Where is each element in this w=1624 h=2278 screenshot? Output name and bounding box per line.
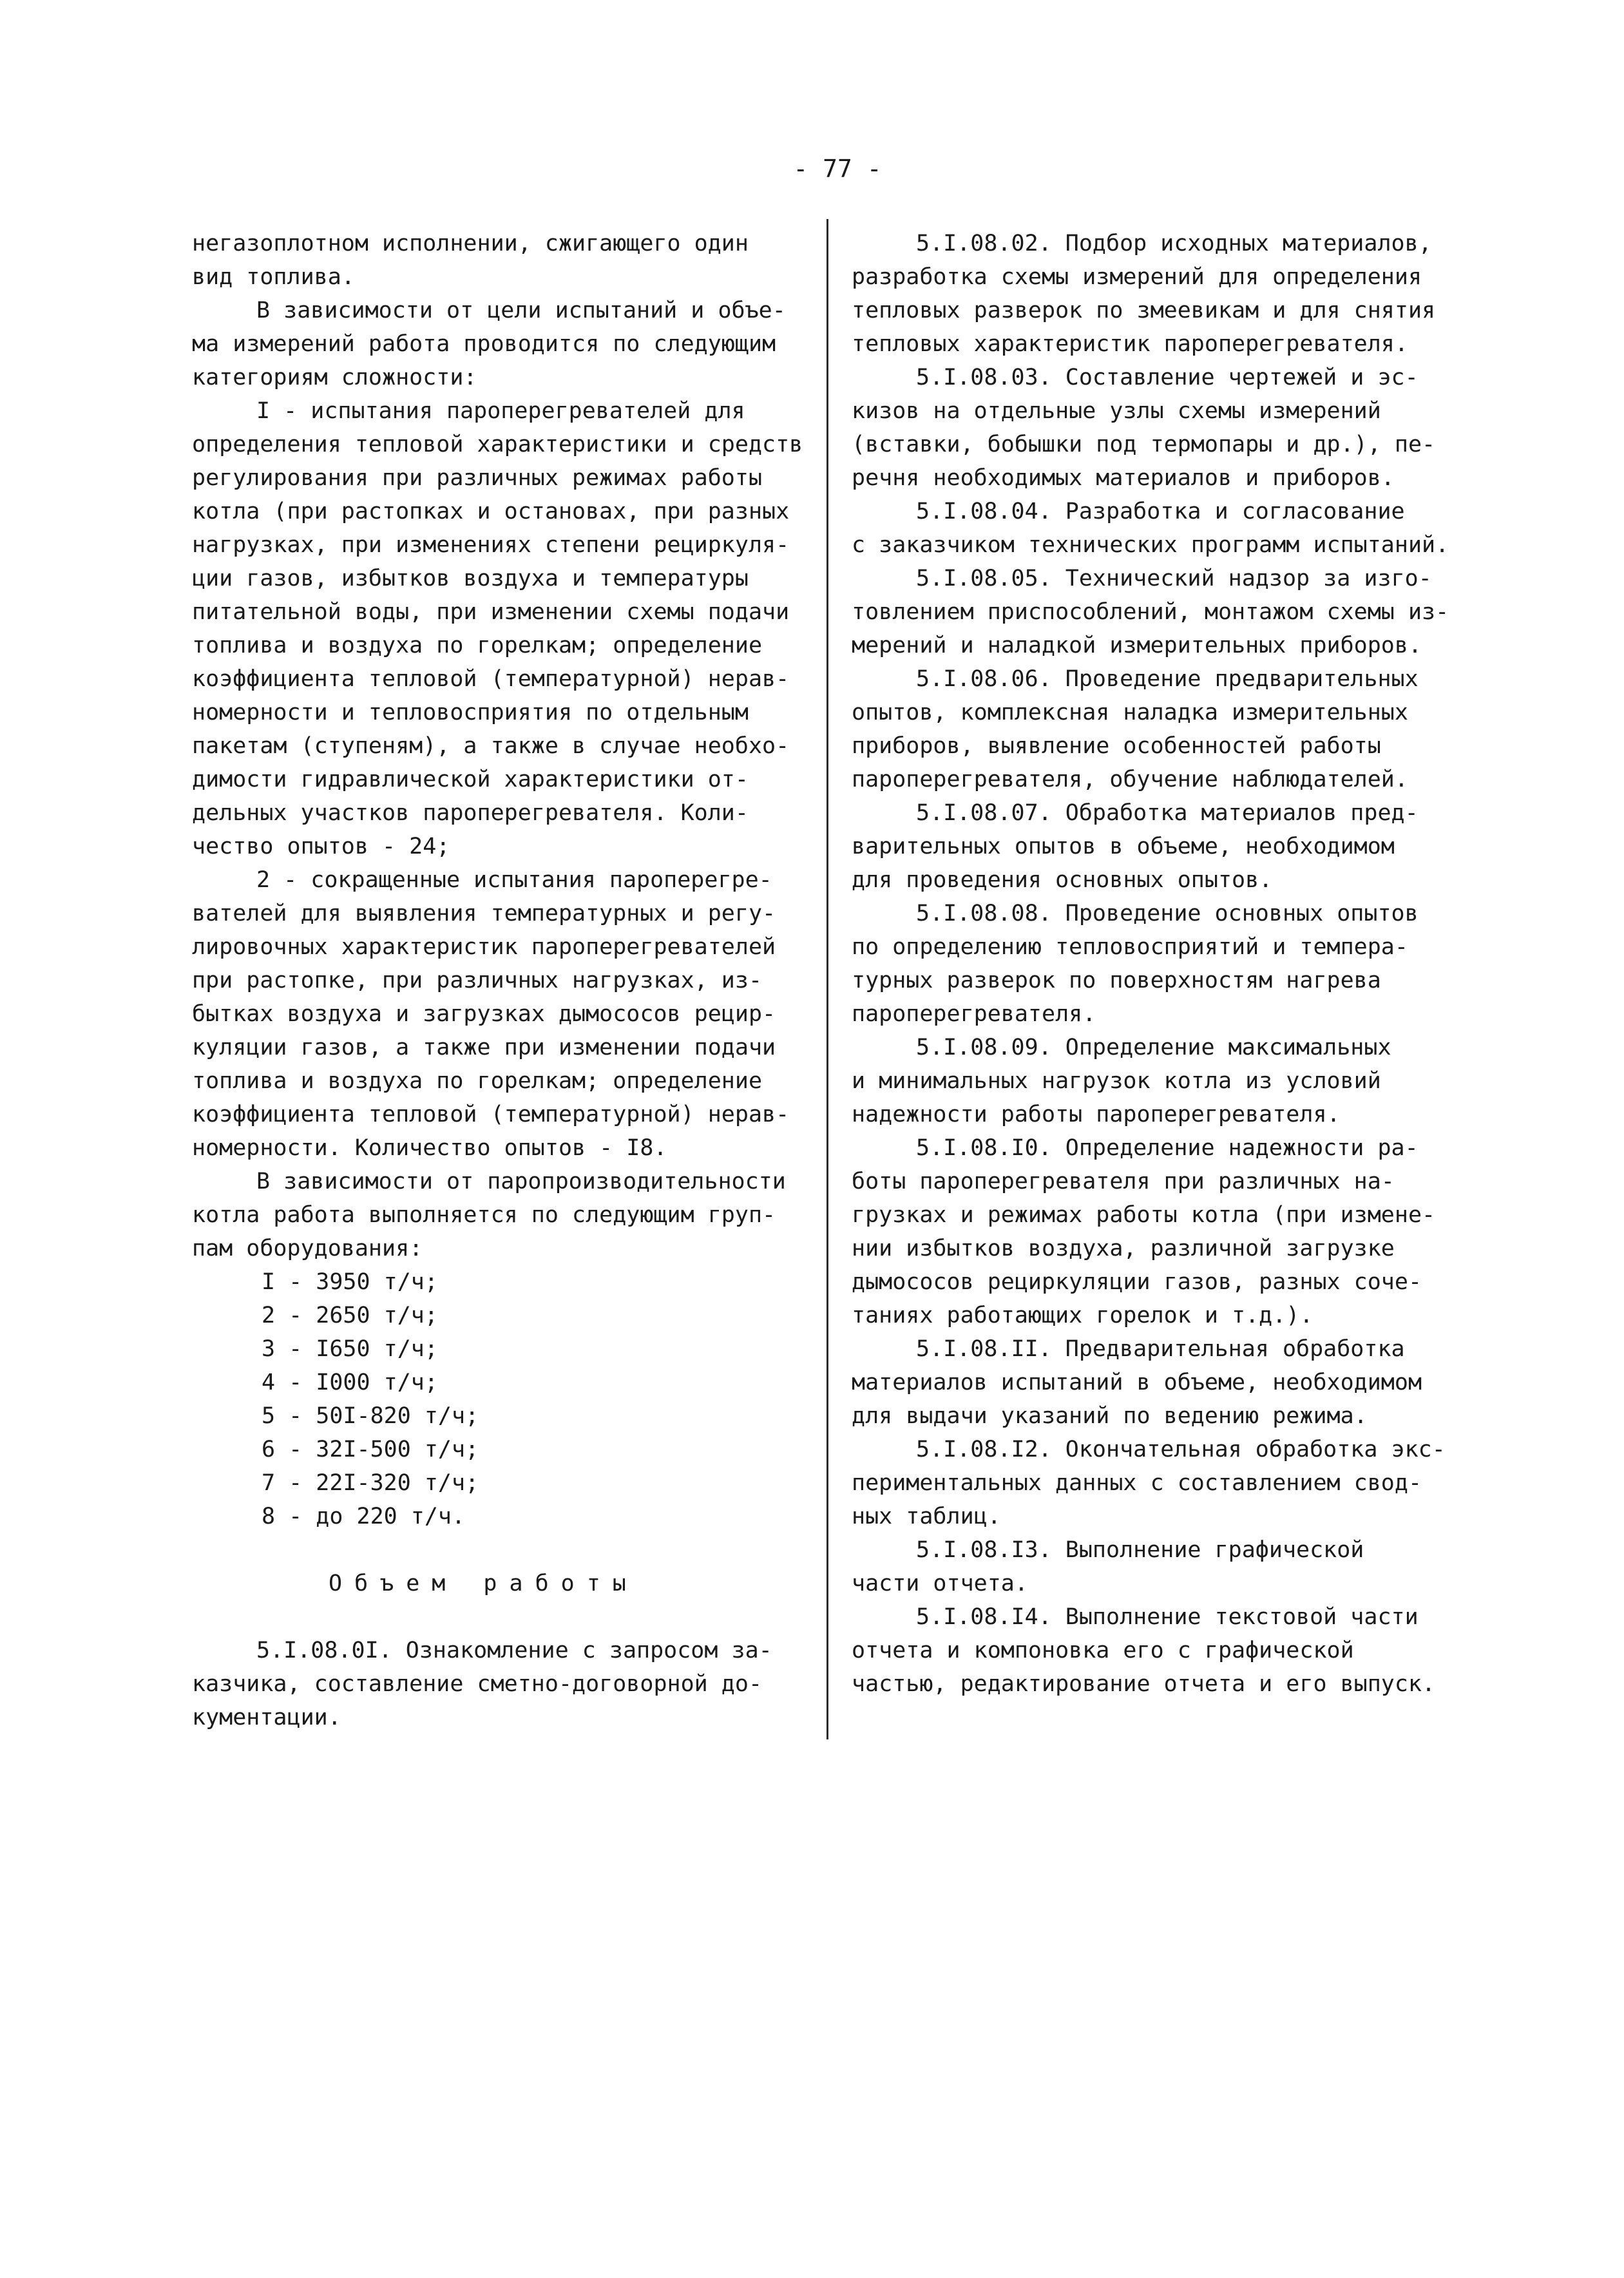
text-line: лировочных характеристик пароперегревателей	[192, 934, 776, 960]
text-line: пароперегревателя.	[852, 1001, 1096, 1027]
text-line: товлением приспособлений, монтажом схемы из-	[852, 599, 1449, 625]
text-line: котла (при растопках и остановах, при разных	[192, 499, 790, 524]
text-line: димости гидравлической характеристики от-	[192, 767, 749, 792]
item-5-1-08-07	[852, 796, 1464, 897]
text-line: I - испытания пароперегревателей для	[256, 398, 745, 424]
item-5-1-08-01	[192, 1634, 836, 1734]
text-line: 5.I.08.I3. Выполнение графической	[916, 1537, 1364, 1563]
list-item: 5 - 50I-820 т/ч;	[262, 1403, 479, 1429]
text-line: кументации.	[192, 1705, 341, 1730]
text-line: регулирования при различных режимах работы	[192, 465, 763, 491]
text-line: котла работа выполняется по следующим груп-	[192, 1202, 776, 1228]
text-line: дельных участков пароперегревателя. Коли-	[192, 800, 749, 826]
text-line: 5.I.08.07. Обработка материалов пред-	[916, 800, 1419, 826]
text-line: боты пароперегревателя при различных на-	[852, 1169, 1395, 1194]
item-5-1-08-13	[852, 1533, 1464, 1600]
text-line: 5.I.08.05. Технический надзор за изго-	[916, 566, 1432, 591]
complexity-paragraph	[192, 294, 836, 394]
text-line: пароперегревателя, обучение наблюдателей.	[852, 767, 1408, 792]
list-item: I - 3950 т/ч;	[262, 1269, 438, 1295]
text-line: материалов испытаний в объеме, необходимом	[852, 1370, 1422, 1395]
text-line: топлива и воздуха по горелкам; определение	[192, 1068, 763, 1094]
text-line: турных разверок по поверхностям нагрева	[852, 968, 1381, 993]
text-line: с заказчиком технических программ испытаний.	[852, 532, 1449, 558]
text-line: опытов, комплексная наладка измерительных	[852, 700, 1408, 725]
text-line: варительных опытов в объеме, необходимом	[852, 834, 1395, 859]
text-line: 5.I.08.02. Подбор исходных материалов,	[916, 231, 1432, 256]
text-line: чество опытов - 24;	[192, 834, 450, 859]
left-column	[192, 227, 836, 1734]
text-line: грузках и режимах работы котла (при измене-	[852, 1202, 1436, 1228]
item-5-1-08-10	[852, 1131, 1464, 1332]
list-item: 2 - 2650 т/ч;	[262, 1303, 438, 1328]
text-line: вид топлива.	[192, 264, 355, 290]
text-line: 5.I.08.I0. Определение надежности ра-	[916, 1135, 1419, 1161]
text-line: 5.I.08.I4. Выполнение текстовой части	[916, 1604, 1419, 1630]
text-line: 5.I.08.06. Проведение предварительных	[916, 666, 1419, 692]
item-5-1-08-03	[852, 361, 1464, 495]
text-line: пакетам (ступеням), а также в случае необхо-	[192, 733, 790, 759]
page-number: - 77 -	[793, 155, 882, 183]
text-line: В зависимости от цели испытаний и объе-	[256, 298, 786, 323]
text-line: нии избытков воздуха, различной загрузке	[852, 1236, 1395, 1261]
text-line: вателей для выявления температурных и регу-	[192, 901, 776, 926]
item-5-1-08-02	[852, 227, 1464, 361]
list-item: 3 - I650 т/ч;	[262, 1336, 438, 1362]
list-item: 8 - до 220 т/ч.	[262, 1504, 466, 1529]
text-line: части отчета.	[852, 1571, 1028, 1596]
text-line: питательной воды, при изменении схемы подачи	[192, 599, 790, 625]
text-line: пам оборудования:	[192, 1236, 423, 1261]
text-line: 5.I.08.09. Определение максимальных	[916, 1035, 1391, 1060]
text-line: кизов на отдельные узлы схемы измерений	[852, 398, 1381, 424]
text-line: разработка схемы измерений для определения	[852, 264, 1422, 290]
text-line: частью, редактирование отчета и его выпуск.	[852, 1671, 1436, 1697]
right-column	[852, 227, 1464, 1701]
spacer	[192, 1533, 836, 1567]
text-line: 5.I.08.08. Проведение основных опытов	[916, 901, 1419, 926]
spacer	[192, 1600, 836, 1634]
text-line: категориям сложности:	[192, 365, 477, 390]
text-line: бытках воздуха и загрузках дымососов рецир-	[192, 1001, 776, 1027]
category-1-paragraph	[192, 394, 836, 863]
item-5-1-08-06	[852, 662, 1464, 796]
text-line: номерности и тепловосприятия по отдельным	[192, 700, 749, 725]
text-line: казчика, составление сметно-договорной до-	[192, 1671, 763, 1697]
text-line: при растопке, при различных нагрузках, из-	[192, 968, 763, 993]
list-item: 4 - I000 т/ч;	[262, 1370, 438, 1395]
text-line: ции газов, избытков воздуха и температуры	[192, 566, 749, 591]
text-line: мерений и наладкой измерительных приборов.	[852, 633, 1422, 658]
text-line: надежности работы пароперегревателя.	[852, 1102, 1341, 1127]
item-5-1-08-11	[852, 1332, 1464, 1433]
text-line: для выдачи указаний по ведению режима.	[852, 1403, 1368, 1429]
text-line: ных таблиц.	[852, 1504, 1001, 1529]
text-line: и минимальных нагрузок котла из условий	[852, 1068, 1381, 1094]
section-heading: Объем работы	[329, 1571, 638, 1596]
text-line: топлива и воздуха по горелкам; определение	[192, 633, 763, 658]
item-5-1-08-08	[852, 897, 1464, 1031]
text-line: 5.I.08.I2. Окончательная обработка экс-	[916, 1437, 1446, 1462]
text-line: (вставки, бобышки под термопары и др.), пе-	[852, 432, 1436, 457]
text-line: для проведения основных опытов.	[852, 867, 1273, 893]
list-item: 6 - 32I-500 т/ч;	[262, 1437, 479, 1462]
text-line: 5.I.08.03. Составление чертежей и эс-	[916, 365, 1419, 390]
list-item: 7 - 22I-320 т/ч;	[262, 1470, 479, 1496]
text-line: отчета и компоновка его с графической	[852, 1638, 1354, 1663]
category-2-paragraph	[192, 863, 836, 1165]
groups-paragraph	[192, 1165, 836, 1265]
text-line: 5.I.08.II. Предварительная обработка	[916, 1336, 1405, 1362]
text-line: 5.I.08.04. Разработка и согласование	[916, 499, 1405, 524]
text-line: приборов, выявление особенностей работы	[852, 733, 1381, 759]
text-line: тепловых разверок по змеевикам и для снятия	[852, 298, 1436, 323]
text-line: речня необходимых материалов и приборов.	[852, 465, 1395, 491]
equipment-group-list	[192, 1265, 836, 1533]
text-line: куляции газов, а также при изменении подачи	[192, 1035, 776, 1060]
text-line: коэффициента тепловой (температурной) нерав-	[192, 666, 790, 692]
text-line: тепловых характеристик пароперегревателя.	[852, 331, 1408, 357]
text-line: номерности. Количество опытов - I8.	[192, 1135, 667, 1161]
text-line: дымососов рециркуляции газов, разных соче-	[852, 1269, 1422, 1295]
text-line: коэффициента тепловой (температурной) нерав-	[192, 1102, 790, 1127]
text-line: негазоплотном исполнении, сжигающего один	[192, 231, 749, 256]
text-line: по определению тепловосприятий и темпера-	[852, 934, 1408, 960]
item-5-1-08-05	[852, 562, 1464, 662]
item-5-1-08-14	[852, 1600, 1464, 1701]
text-line: В зависимости от паропроизводительности	[256, 1169, 786, 1194]
text-line: ма измерений работа проводится по следующим	[192, 331, 776, 357]
text-line: нагрузках, при изменениях степени рециркуля-	[192, 532, 790, 558]
item-5-1-08-09	[852, 1031, 1464, 1131]
text-line: определения тепловой характеристики и средств	[192, 432, 803, 457]
item-5-1-08-04	[852, 495, 1464, 562]
text-line: таниях работающих горелок и т.д.).	[852, 1303, 1314, 1328]
item-5-1-08-12	[852, 1433, 1464, 1533]
text-line: 2 - сокращенные испытания пароперегре-	[256, 867, 772, 893]
text-line: 5.I.08.0I. Ознакомление с запросом за-	[256, 1638, 772, 1663]
intro-paragraph	[192, 227, 836, 294]
text-line: периментальных данных с составлением свод-	[852, 1470, 1422, 1496]
